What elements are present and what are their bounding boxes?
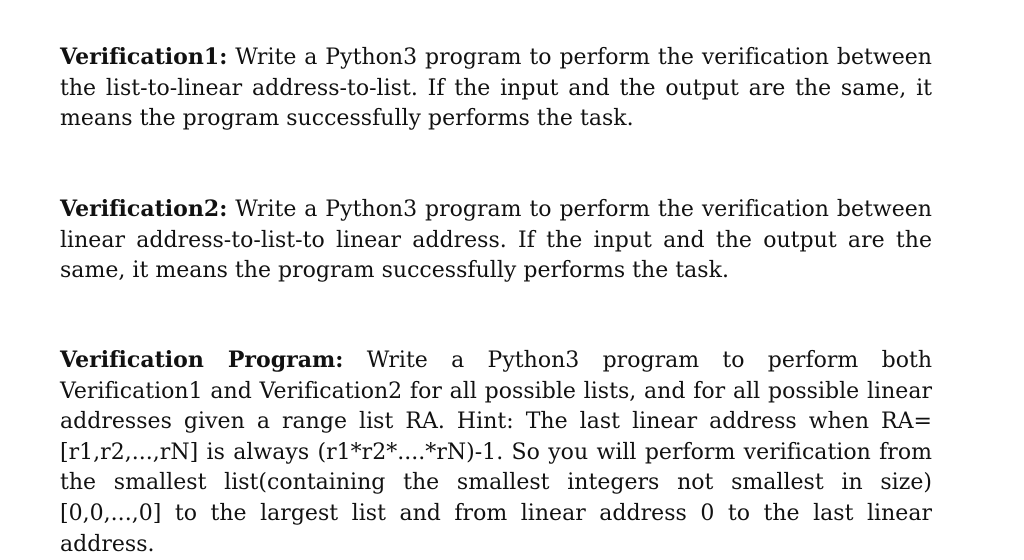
verification2-text: Write a Python3 program to perform the verification between linear address-to-list-to linear address. If the input and the output are the same, it means the program successfully performs the task. [60, 197, 932, 284]
verification1-text: Write a Python3 program to perform the verification between the list-to-linear address-to-list. If the input and the output are the same, it means the program successfully performs the task. [60, 45, 932, 132]
verification1-paragraph [60, 42, 932, 135]
verification2-paragraph [60, 194, 932, 287]
verification-program-text: Write a Python3 program to perform both Verification1 and Verification2 for all possible lists, and for all possible linear addresses given a range list RA. Hint: The last linear address when RA=[r1,r2,...,rN] is always (r1*r2*....*rN)-1. So you will perform verification from the smallest list(containing the smallest integers not smallest in size) [0,0,...,0] to the largest list and from linear address 0 to the last linear address. [60, 348, 933, 557]
verification1-label: Verification1: [60, 44, 228, 70]
verification-program-paragraph [60, 345, 932, 560]
verification2-label: Verification2: [60, 196, 228, 222]
verification-program-label: Verification Program: [60, 347, 344, 373]
